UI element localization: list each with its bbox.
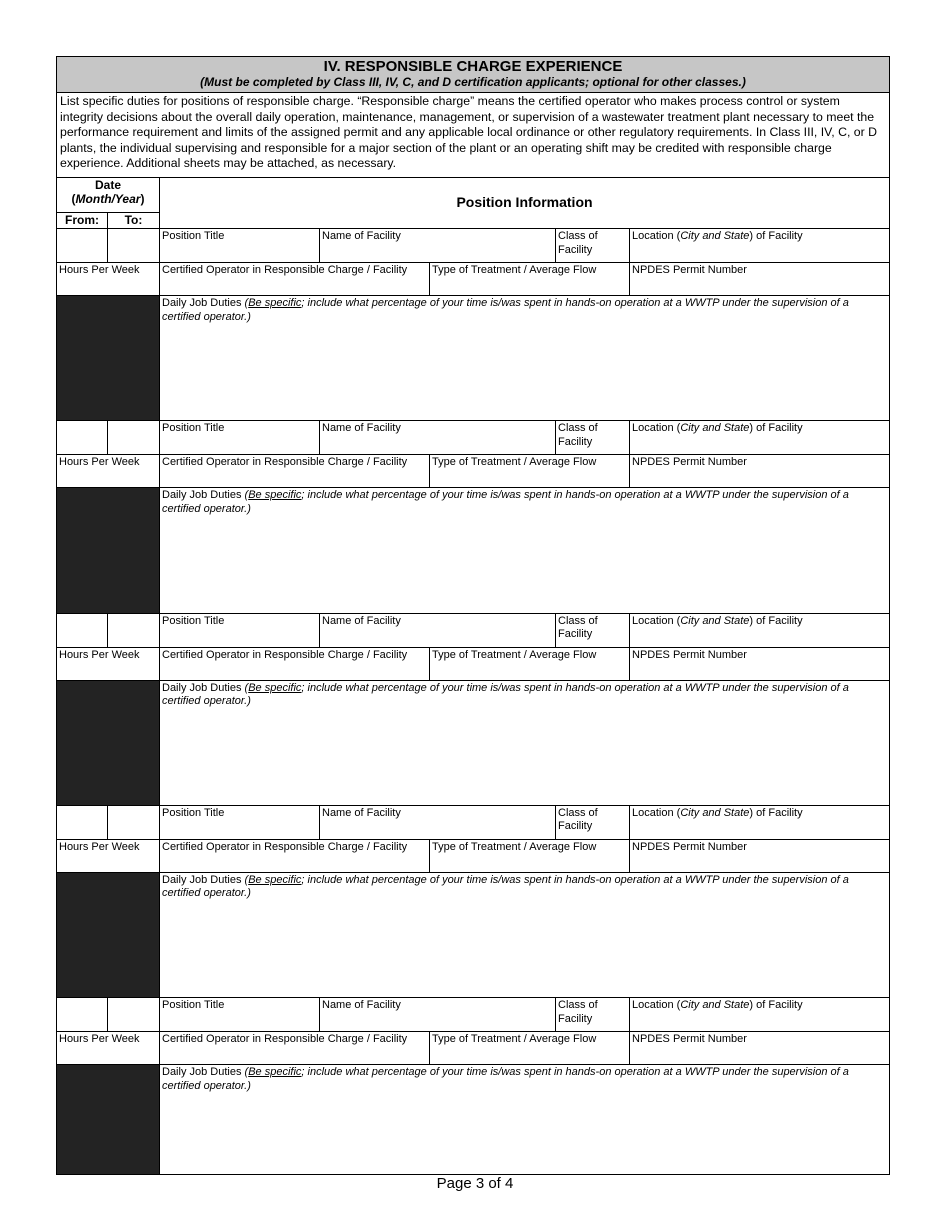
location-label-post: ) of Facility	[749, 422, 803, 435]
facility-label: Facility	[558, 435, 593, 448]
position-title-field[interactable]: Position Title	[159, 228, 319, 262]
to-date-field[interactable]	[107, 997, 159, 1031]
to-date-field[interactable]	[107, 420, 159, 454]
type-of-treatment-field[interactable]: Type of Treatment / Average Flow	[429, 839, 629, 872]
location-label-post: ) of Facility	[749, 999, 803, 1012]
certified-operator-field[interactable]: Certified Operator in Responsible Charge / Facility	[159, 839, 429, 872]
location-label-pre: Location (	[632, 999, 681, 1012]
duties-be-specific: Be specific	[248, 489, 302, 502]
type-of-treatment-field[interactable]: Type of Treatment / Average Flow	[429, 454, 629, 487]
duties-label: Daily Job Duties	[162, 873, 242, 886]
duties-rest: ; include what percentage of your time is/was spent in hands-on operation at a WWTP under the supervision of a certified operator.)	[162, 681, 849, 708]
hours-per-week-field[interactable]: Hours Per Week	[57, 839, 159, 872]
location-label-italic: City and State	[680, 422, 750, 435]
class-of-label: Class of	[558, 806, 598, 819]
location-label-pre: Location (	[632, 614, 681, 627]
location-field[interactable]	[629, 420, 889, 454]
certified-operator-field[interactable]: Certified Operator in Responsible Charge / Facility	[159, 1031, 429, 1064]
duties-open: (	[241, 489, 249, 502]
location-label-pre: Location (	[632, 230, 681, 242]
duties-be-specific: Be specific	[248, 297, 302, 309]
to-date-field[interactable]	[107, 613, 159, 647]
class-of-facility-field[interactable]	[555, 228, 629, 262]
page-number: Page 3 of 4	[436, 1175, 514, 1192]
npdes-permit-field[interactable]: NPDES Permit Number	[629, 262, 889, 295]
facility-label: Facility	[558, 243, 593, 256]
name-of-facility-field[interactable]: Name of Facility	[319, 420, 555, 454]
class-of-label: Class of	[558, 614, 598, 627]
facility-label: Facility	[558, 628, 593, 641]
duties-label: Daily Job Duties	[162, 489, 242, 502]
duties-be-specific: Be specific	[248, 1066, 302, 1079]
section-title: IV. RESPONSIBLE CHARGE EXPERIENCE	[323, 58, 623, 75]
from-date-field[interactable]	[57, 613, 107, 647]
daily-job-duties-field[interactable]	[159, 487, 889, 612]
class-of-facility-field[interactable]	[555, 805, 629, 839]
certified-operator-field[interactable]: Certified Operator in Responsible Charge / Facility	[159, 647, 429, 680]
duties-rest: ; include what percentage of your time is/was spent in hands-on operation at a WWTP under the supervision of a certified operator.)	[162, 489, 849, 515]
location-label-pre: Location (	[632, 422, 681, 435]
shaded-block	[57, 487, 159, 612]
location-field[interactable]	[629, 613, 889, 647]
position-information-header: Position Information	[159, 178, 889, 228]
location-field[interactable]	[629, 805, 889, 839]
duties-rest: ; include what percentage of your time is/was spent in hands-on operation at a WWTP under the supervision of a certified operator.)	[162, 1066, 849, 1092]
date-format-italic: Month/Year	[75, 192, 141, 206]
type-of-treatment-field[interactable]: Type of Treatment / Average Flow	[429, 1031, 629, 1064]
daily-job-duties-field[interactable]	[159, 872, 889, 997]
position-title-field[interactable]: Position Title	[159, 420, 319, 454]
location-field[interactable]	[629, 997, 889, 1031]
name-of-facility-field[interactable]: Name of Facility	[319, 805, 555, 839]
location-label-post: ) of Facility	[749, 614, 803, 627]
duties-label: Daily Job Duties	[162, 1066, 242, 1079]
class-of-label: Class of	[558, 230, 598, 242]
shaded-block	[57, 295, 159, 420]
from-date-field[interactable]	[57, 420, 107, 454]
class-of-facility-field[interactable]	[555, 420, 629, 454]
to-date-field[interactable]	[107, 805, 159, 839]
duties-open: (	[241, 681, 249, 694]
date-format-close: )	[140, 192, 145, 206]
facility-label: Facility	[558, 820, 593, 833]
hours-per-week-field[interactable]: Hours Per Week	[57, 262, 159, 295]
section-instructions: List specific duties for positions of responsible charge. “Responsible charge” means the certified operator who makes process control or system integrity decisions about the overall daily operation, maintenance, management, or supervision of a wastewater treatment plant necessary to meet the performance requirement and limits of the assigned permit and any applicable local ordinance or other regulatory requirements. In Class III, IV, C, or D plants, the individual supervising and responsible for a major section of the plant or an operating shift may be credited with responsible charge experience. Additional sheets may be attached, as necessary.	[57, 93, 889, 178]
duties-open: (	[241, 297, 249, 309]
npdes-permit-field[interactable]: NPDES Permit Number	[629, 454, 889, 487]
location-field[interactable]	[629, 228, 889, 262]
date-format-open: (	[71, 192, 76, 206]
location-label-italic: City and State	[680, 614, 750, 627]
duties-be-specific: Be specific	[248, 681, 302, 694]
duties-be-specific: Be specific	[248, 873, 302, 886]
daily-job-duties-field[interactable]	[159, 1064, 889, 1174]
from-date-field[interactable]	[57, 228, 107, 262]
to-date-field[interactable]	[107, 228, 159, 262]
npdes-permit-field[interactable]: NPDES Permit Number	[629, 839, 889, 872]
certified-operator-field[interactable]: Certified Operator in Responsible Charge / Facility	[159, 262, 429, 295]
class-of-label: Class of	[558, 999, 598, 1012]
duties-rest: ; include what percentage of your time is/was spent in hands-on operation at a WWTP under the supervision of a certified operator.)	[162, 297, 849, 323]
location-label-italic: City and State	[680, 806, 750, 819]
npdes-permit-field[interactable]: NPDES Permit Number	[629, 1031, 889, 1064]
hours-per-week-field[interactable]: Hours Per Week	[57, 647, 159, 680]
shaded-block	[57, 1064, 159, 1174]
location-label-italic: City and State	[680, 999, 750, 1012]
duties-rest: ; include what percentage of your time is/was spent in hands-on operation at a WWTP under the supervision of a certified operator.)	[162, 873, 849, 900]
duties-label: Daily Job Duties	[162, 297, 242, 309]
date-label: Date	[94, 178, 121, 192]
hours-per-week-field[interactable]: Hours Per Week	[57, 454, 159, 487]
shaded-block	[57, 680, 159, 805]
location-label-italic: City and State	[680, 230, 750, 242]
type-of-treatment-field[interactable]: Type of Treatment / Average Flow	[429, 647, 629, 680]
class-of-facility-field[interactable]	[555, 997, 629, 1031]
certified-operator-field[interactable]: Certified Operator in Responsible Charge / Facility	[159, 454, 429, 487]
duties-open: (	[241, 873, 249, 886]
duties-label: Daily Job Duties	[162, 681, 242, 694]
date-header	[57, 178, 159, 212]
name-of-facility-field[interactable]: Name of Facility	[319, 997, 555, 1031]
position-title-field[interactable]: Position Title	[159, 997, 319, 1031]
location-label-pre: Location (	[632, 806, 681, 819]
duties-open: (	[241, 1066, 249, 1079]
type-of-treatment-field[interactable]: Type of Treatment / Average Flow	[429, 262, 629, 295]
class-of-label: Class of	[558, 422, 598, 435]
name-of-facility-field[interactable]: Name of Facility	[319, 228, 555, 262]
location-label-post: ) of Facility	[749, 806, 803, 819]
position-title-field[interactable]: Position Title	[159, 613, 319, 647]
from-date-field[interactable]	[57, 805, 107, 839]
shaded-block	[57, 872, 159, 997]
section-header	[57, 57, 889, 93]
daily-job-duties-field[interactable]	[159, 295, 889, 420]
from-label: From:	[57, 212, 107, 228]
responsible-charge-form	[56, 56, 890, 1175]
date-format-label	[57, 192, 159, 206]
location-label-post: ) of Facility	[749, 230, 803, 242]
name-of-facility-field[interactable]: Name of Facility	[319, 613, 555, 647]
from-date-field[interactable]	[57, 997, 107, 1031]
hours-per-week-field[interactable]: Hours Per Week	[57, 1031, 159, 1064]
facility-label: Facility	[558, 1012, 593, 1025]
section-subtitle: (Must be completed by Class III, IV, C, and D certification applicants; optional for other classes.)	[200, 75, 746, 89]
daily-job-duties-field[interactable]	[159, 680, 889, 805]
npdes-permit-field[interactable]: NPDES Permit Number	[629, 647, 889, 680]
to-label: To:	[107, 212, 159, 228]
class-of-facility-field[interactable]	[555, 613, 629, 647]
position-title-field[interactable]: Position Title	[159, 805, 319, 839]
experience-table	[57, 178, 889, 1174]
